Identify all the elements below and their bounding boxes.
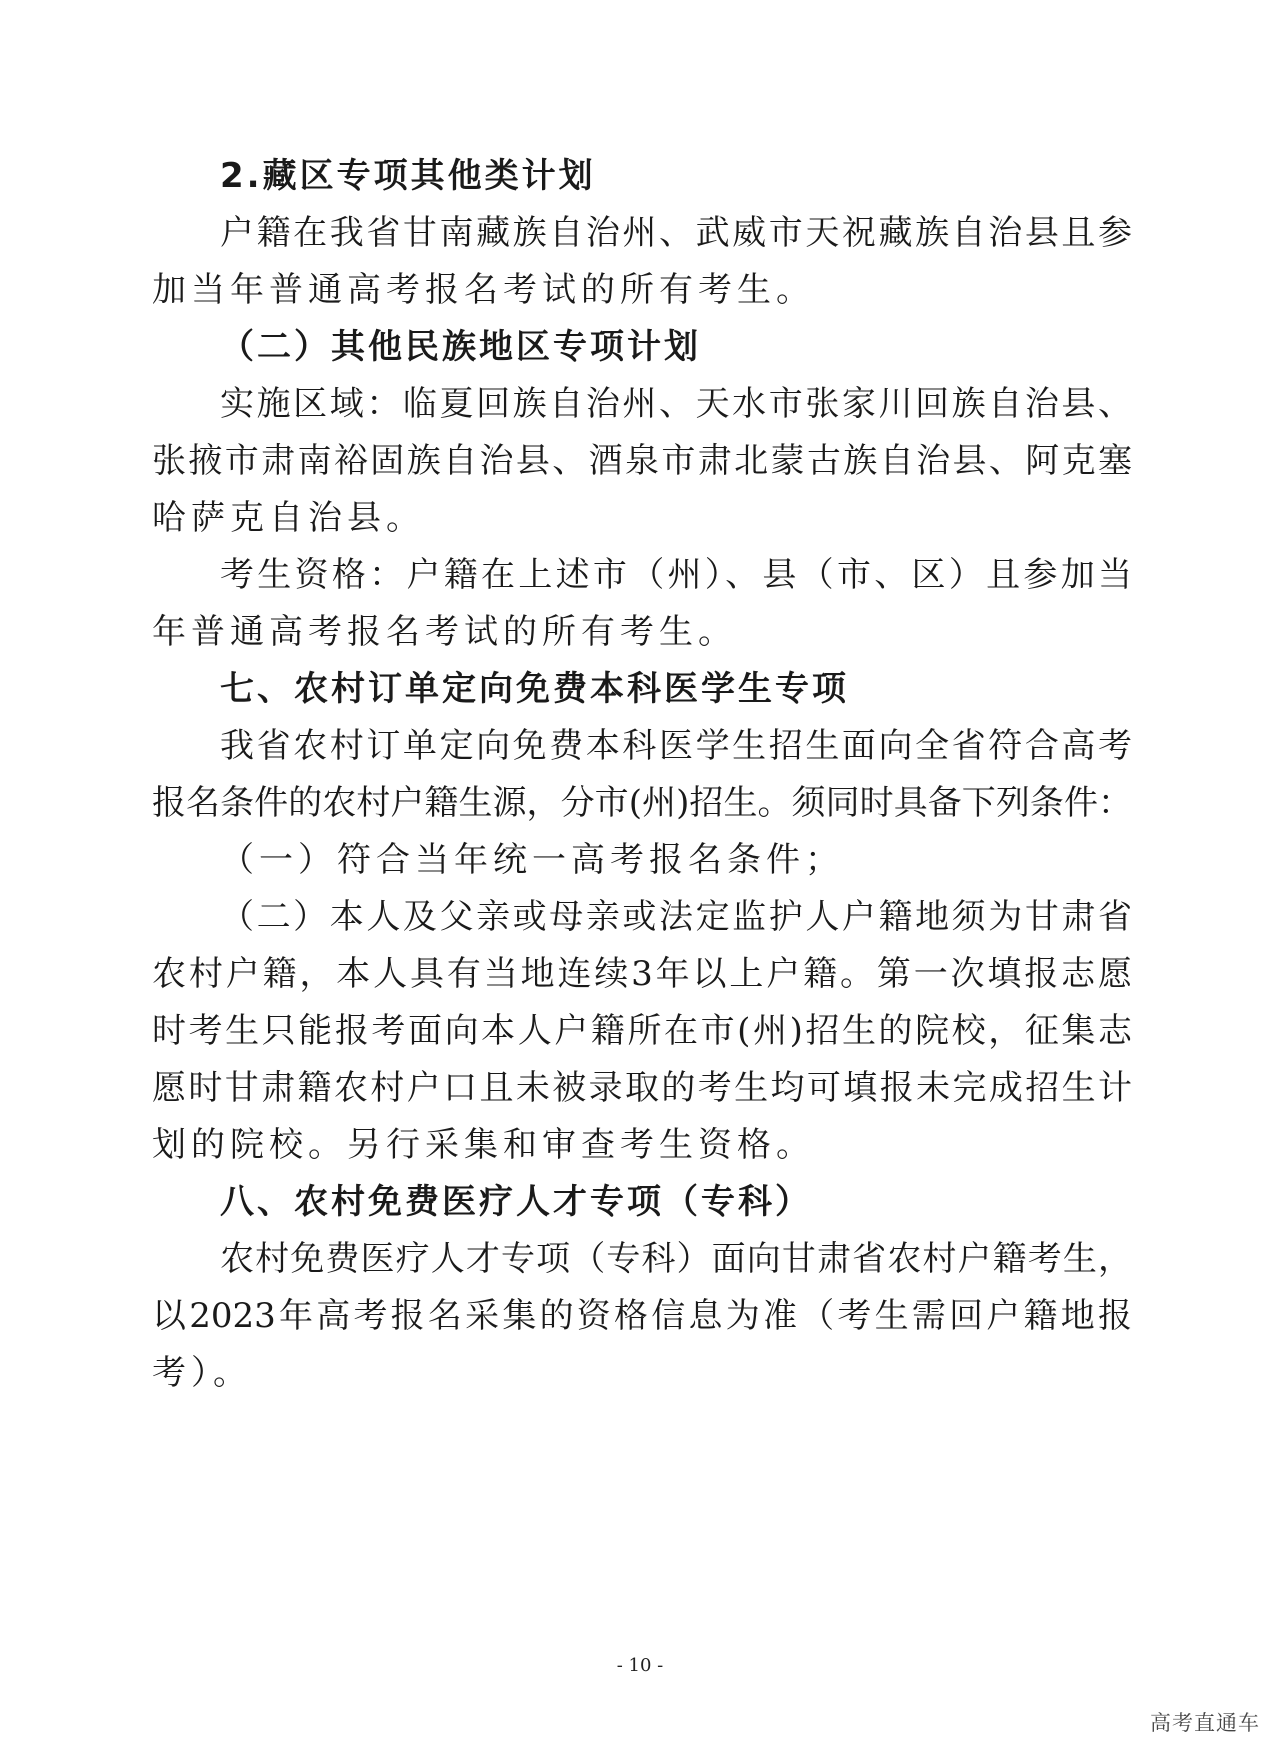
list-item-one: （一）符合当年统一高考报名条件； [220, 840, 844, 880]
subheading-tibetan-other-plan: 2.藏区专项其他类计划 [220, 156, 596, 196]
watermark-text: 高考直通车 [1150, 1711, 1260, 1735]
paragraph-line: 农村户籍，本人具有当地连续3年以上户籍。第一次填报志愿 [152, 954, 1132, 994]
section-heading-rural-medical-bachelor: 七、农村订单定向免费本科医学生专项 [220, 669, 849, 709]
paragraph-line: 以2023年高考报名采集的资格信息为准（考生需回户籍地报 [152, 1296, 1132, 1336]
page-number: - 10 - [616, 1655, 664, 1676]
subheading-other-ethnic-plan: （二）其他民族地区专项计划 [220, 327, 701, 367]
paragraph-line: 划的院校。另行采集和审查考生资格。 [152, 1125, 815, 1165]
paragraph-line: 我省农村订单定向免费本科医学生招生面向全省符合高考 [220, 726, 1132, 766]
paragraph-line: 年普通高考报名考试的所有考生。 [152, 612, 737, 652]
paragraph-line: 报名条件的农村户籍生源，分市(州)招生。须同时具备下列条件： [152, 783, 1132, 823]
paragraph-line: 户籍在我省甘南藏族自治州、武威市天祝藏族自治县且参 [220, 213, 1132, 253]
paragraph-line: 考生资格：户籍在上述市（州）、县（市、区）且参加当 [220, 555, 1132, 595]
paragraph-line: 考）。 [152, 1353, 252, 1393]
list-item-two: （二）本人及父亲或母亲或法定监护人户籍地须为甘肃省 [220, 897, 1132, 937]
paragraph-line: 张掖市肃南裕固族自治县、酒泉市肃北蒙古族自治县、阿克塞 [152, 441, 1132, 481]
section-heading-rural-medical-college: 八、农村免费医疗人才专项（专科） [220, 1182, 812, 1222]
paragraph-line: 愿时甘肃籍农村户口且未被录取的考生均可填报未完成招生计 [152, 1068, 1132, 1108]
paragraph-line: 时考生只能报考面向本人户籍所在市(州)招生的院校，征集志 [152, 1011, 1132, 1051]
paragraph-line: 加当年普通高考报名考试的所有考生。 [152, 270, 815, 310]
paragraph-line: 哈萨克自治县。 [152, 498, 425, 538]
paragraph-line: 农村免费医疗人才专项（专科）面向甘肃省农村户籍考生， [220, 1239, 1132, 1279]
paragraph-line: 实施区域：临夏回族自治州、天水市张家川回族自治县、 [220, 384, 1132, 424]
